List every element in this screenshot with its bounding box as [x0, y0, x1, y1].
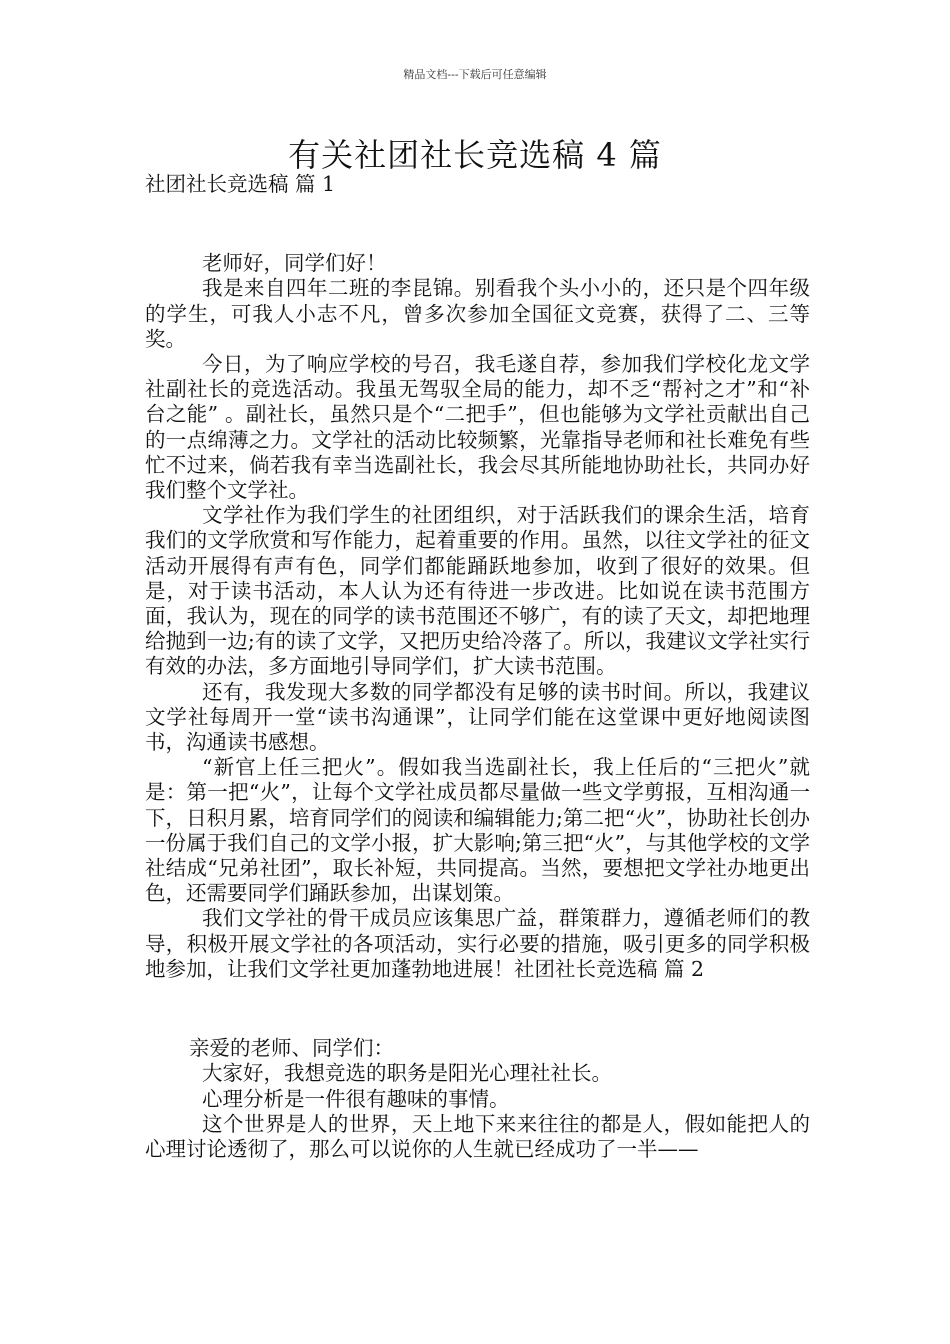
- section-2-paragraph: 这个世界是人的世界，天上地下来来往往的都是人，假如能把人的心理讨论透彻了，那么可以说你的人生就已经成功了一半——: [145, 1111, 810, 1161]
- section-1-paragraph: 我是来自四年二班的李昆锦。别看我个头小小的，还只是个四年级的学生，可我人小志不凡，曾多次参加全国征文竞赛，获得了二、三等奖。: [145, 276, 810, 351]
- spacer: [145, 197, 810, 251]
- section-1-paragraph: 还有，我发现大多数的同学都没有足够的读书时间。所以，我建议文学社每周开一堂“读书沟通课”，让同学们能在这堂课中更好地阅读图书，沟通读书感想。: [145, 679, 810, 755]
- document-title: 有关社团社长竞选稿 4 篇: [288, 136, 662, 174]
- section-2-line: 大家好，我想竞选的职务是阳光心理社社长。: [202, 1061, 612, 1086]
- section-1-paragraph: 今日，为了响应学校的号召，我毛遂自荐，参加我们学校化龙文学社副社长的竞选活动。我虽无驾驭全局的能力，却不乏“帮衬之才”和“补台之能” 。副社长，虽然只是个“二把手”，但也能够为文学社贡献出自己的一点绵薄之力。文学社的活动比较频繁，光靠指导老师和社长难免有些忙不过来，倘若我有幸当选副社长，我会尽其所能地协助社长，共同办好我们整个文学社。: [145, 352, 810, 503]
- section-2-greeting: 亲爱的老师、同学们：: [189, 1036, 394, 1061]
- section-1-greeting: 老师好，同学们好！: [202, 251, 387, 276]
- section-1-paragraph: “新官上任三把火”。假如我当选副社长，我上任后的“三把火”就是：第一把“火”，让每个文学社成员都尽量做一些文学剪报，互相沟通一下，日积月累，培育同学们的阅读和编辑能力;第二把“火”，协助社长创办一份属于我们自己的文学小报，扩大影响;第三把“火”，与其他学校的文学社结成“兄弟社团”，取长补短，共同提高。当然，要想把文学社办地更出色，还需要同学们踊跃参加，出谋划策。: [145, 755, 810, 906]
- document-body: [145, 172, 810, 1162]
- spacer: [145, 982, 810, 1036]
- section-2-line: 心理分析是一件很有趣味的事情。: [202, 1086, 510, 1111]
- page-header: 精品文档---下载后可任意编辑: [403, 68, 547, 81]
- section-1-paragraph: 文学社作为我们学生的社团组织，对于活跃我们的课余生活，培育我们的文学欣赏和写作能力，起着重要的作用。虽然，以往文学社的征文活动开展得有声有色，同学们都能踊跃地参加，收到了很好的效果。但是，对于读书活动，本人认为还有待进一步改进。比如说在读书范围方面，我认为，现在的同学的读书范围还不够广，有的读了天文，却把地理给抛到一边;有的读了文学，又把历史给冷落了。所以，我建议文学社实行有效的办法，多方面地引导同学们，扩大读书范围。: [145, 503, 810, 679]
- section-1-paragraph: 我们文学社的骨干成员应该集思广益，群策群力，遵循老师们的教导，积极开展文学社的各项活动，实行必要的措施，吸引更多的同学积极地参加，让我们文学社更加蓬勃地进展！社团社长竞选稿 篇 2: [145, 906, 810, 981]
- section-1-heading: 社团社长竞选稿 篇 1: [145, 172, 336, 196]
